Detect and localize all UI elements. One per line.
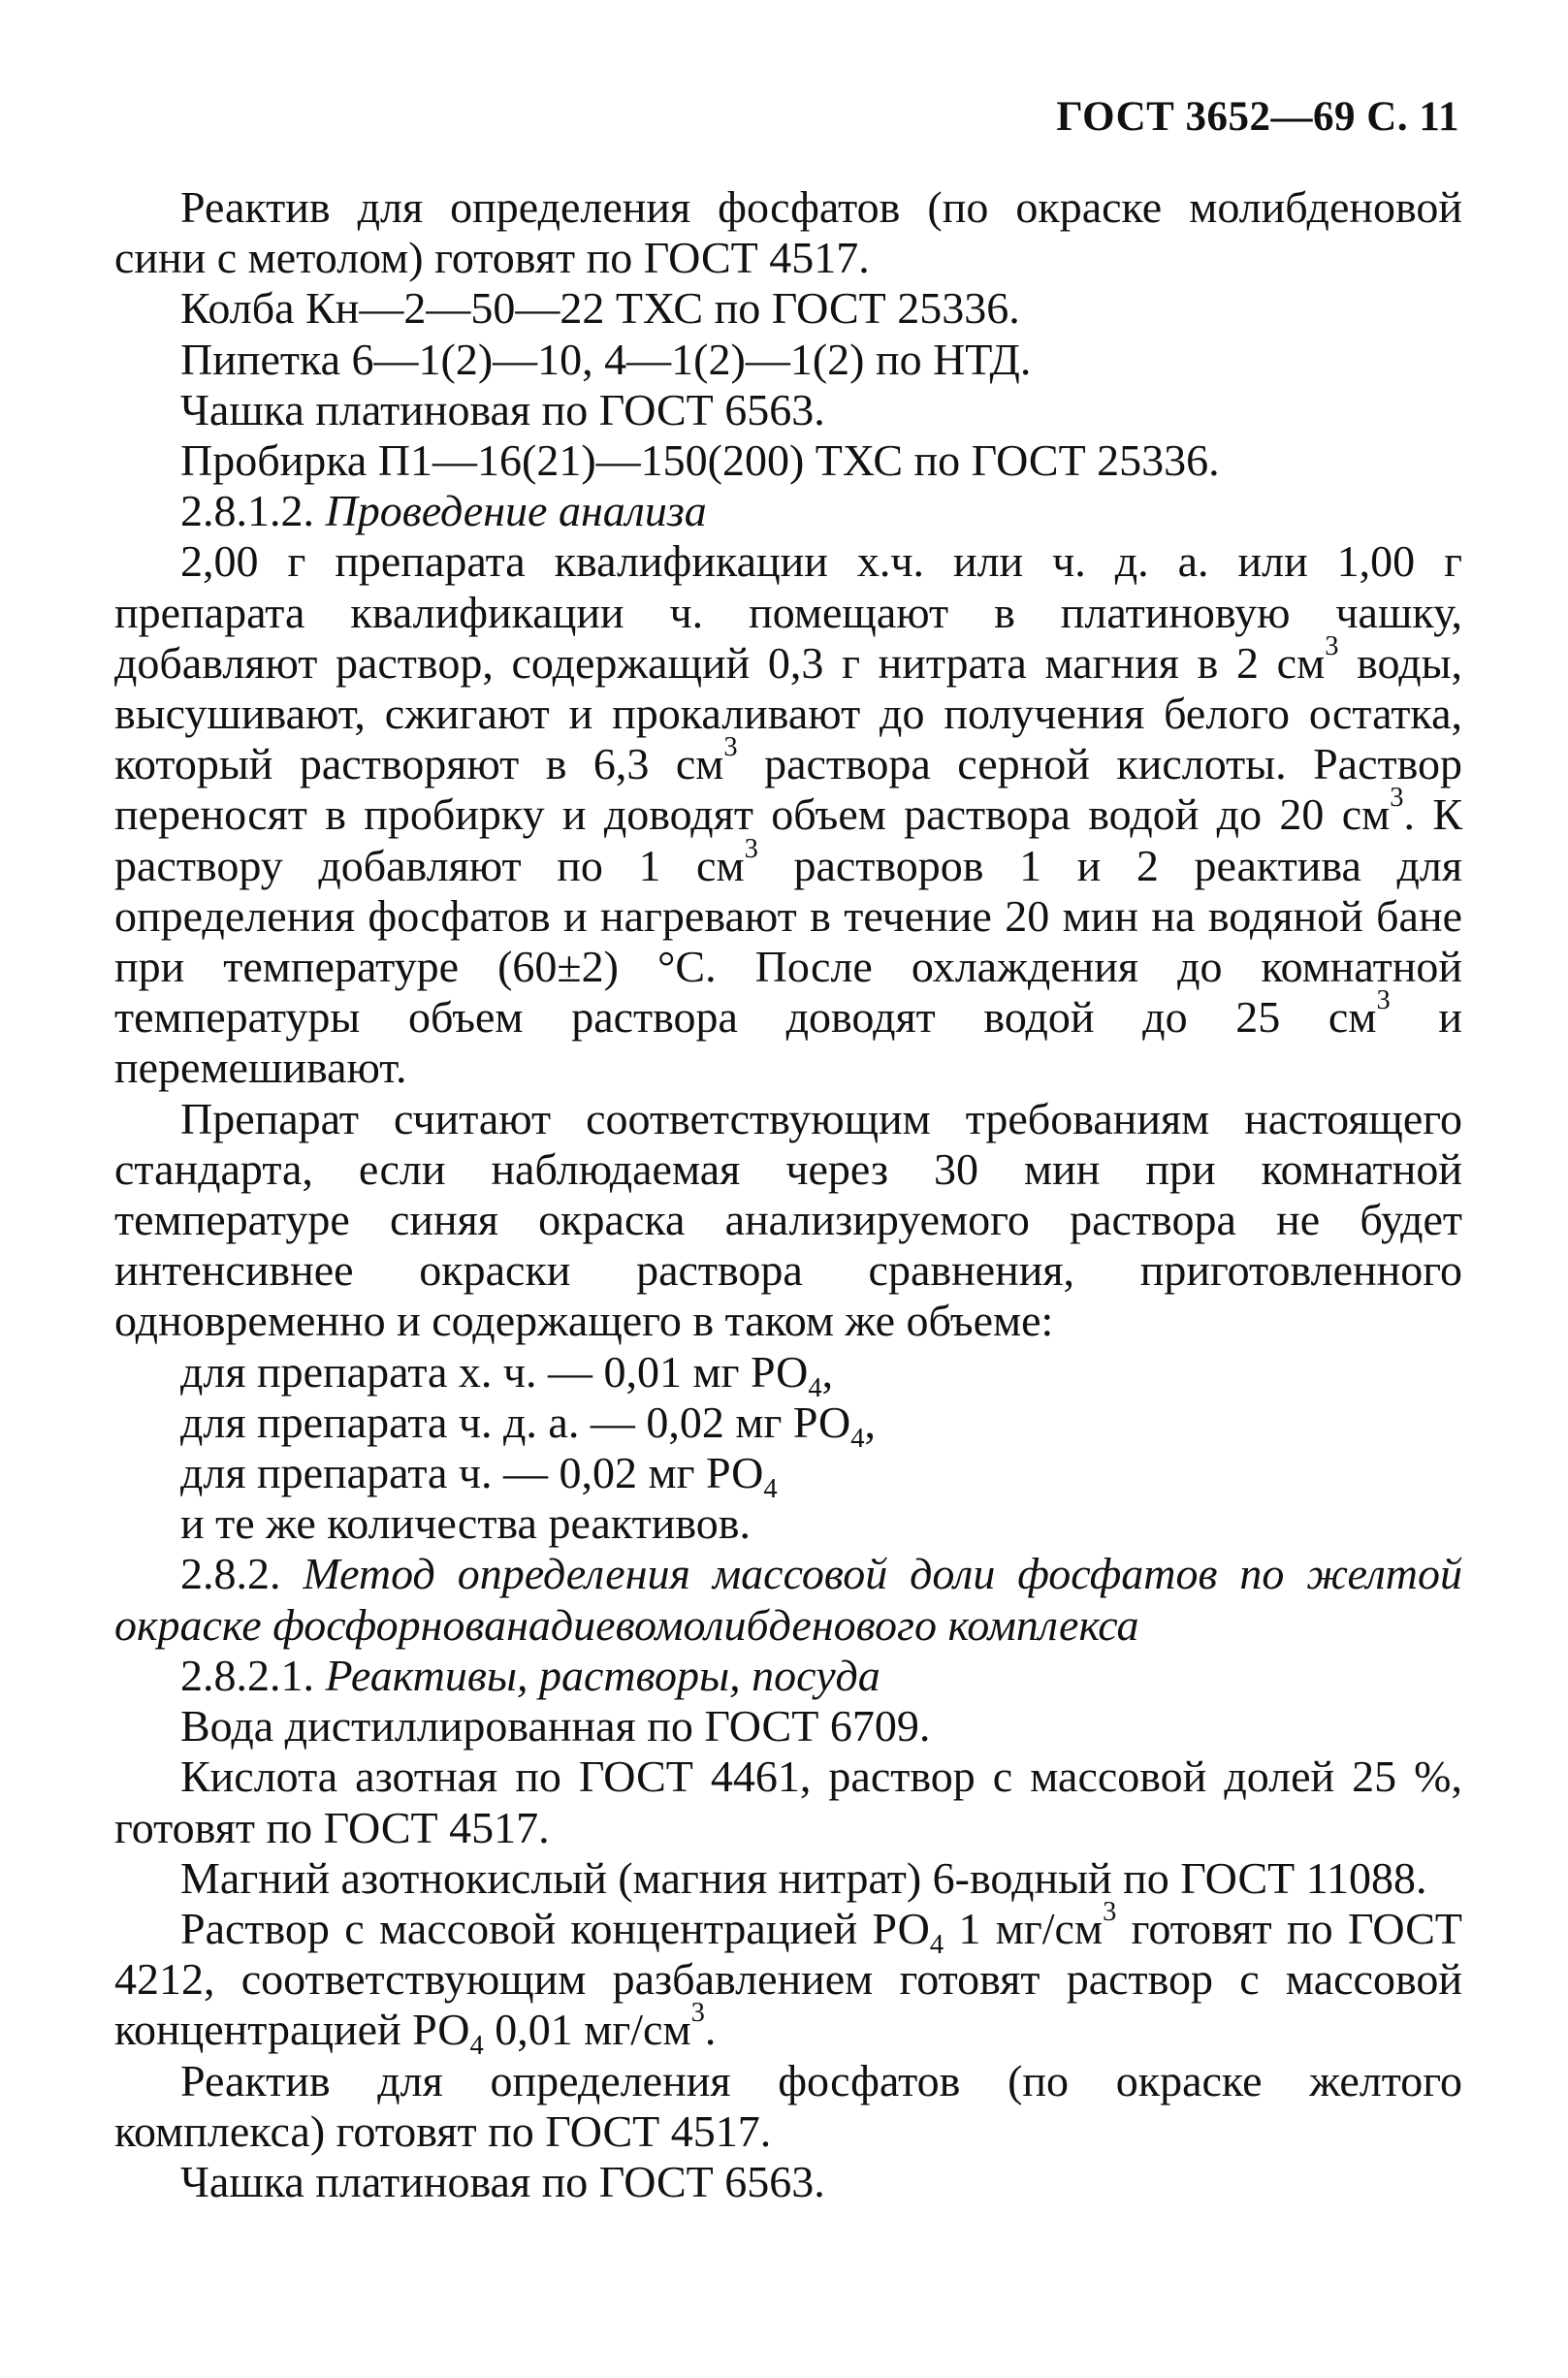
superscript: 3 xyxy=(690,1998,705,2029)
list-item-reagents: и те же количества реактивов. xyxy=(180,1498,751,1549)
list-item-analytical-grade: для препарата ч. д. а. — 0,02 мг $РО_4$, xyxy=(180,1397,876,1455)
paragraph-po4-solution: Раствор с массовой концентрацией $РО_4$ 1 $мг/см^3$ готовят по ГОСТ 4212, соответствующим разбавлением готовят раствор с массовой концентрацией $РО_4$ 0,01 $мг/см^3$. xyxy=(114,1896,1462,2062)
section-title: Метод определения массовой доли фосфатов по желтой окраске фосфорнованадиевомолибденового комплекса xyxy=(114,1549,1462,1650)
section-number: 2.8.2.1. xyxy=(180,1650,314,1700)
superscript: 3 xyxy=(744,833,758,864)
section-number: 2.8.2. xyxy=(180,1549,281,1599)
list-item-pure: для препарата ч. — 0,02 мг $РО_4$ xyxy=(180,1448,778,1505)
subscript: 4 xyxy=(850,1424,865,1455)
item-platinum-dish-2: Чашка платиновая по ГОСТ 6563. xyxy=(180,2156,825,2206)
paragraph-reagent-phosphates: Реактив для определения фосфатов (по окраске молибденовой сини с метолом) готовят по ГОСТ 4517. xyxy=(114,182,1462,283)
superscript: 3 xyxy=(1376,985,1391,1016)
subscript: 4 xyxy=(929,1930,944,1961)
paragraph-acceptance: Препарат считают соответствующим требованиям настоящего стандарта, если наблюдаемая через 30 мин при комнатной температуре синяя окраска анализируемого раствора не будет интенсивнее окраски раствора сравнения, приготовленного одновременно и содержащего в таком же объеме: xyxy=(114,1093,1462,1346)
subscript: 4 xyxy=(469,2031,484,2062)
item-platinum-dish: Чашка платиновая по ГОСТ 6563. xyxy=(180,384,825,434)
item-pipette: Пипетка 6—1(2)—10, 4—1(2)—1(2) по НТД. xyxy=(180,334,1032,384)
section-heading-282 xyxy=(114,1549,1462,1650)
paragraph-yellow-reagent: Реактив для определения фосфатов (по окраске желтого комплекса) готовят по ГОСТ 4517. xyxy=(114,2055,1462,2156)
item-magnesium-nitrate: Магний азотнокислый (магния нитрат) 6-водный по ГОСТ 11088. xyxy=(180,1852,1427,1903)
item-nitric-acid: Кислота азотная по ГОСТ 4461, раствор с массовой долей 25 %, готовят по ГОСТ 4517. xyxy=(114,1751,1462,1852)
item-flask: Колба Кн—2—50—22 ТХС по ГОСТ 25336. xyxy=(180,283,1020,334)
section-number: 2.8.1.2. xyxy=(180,486,314,536)
document-body xyxy=(114,182,1462,2207)
subscript: 4 xyxy=(763,1474,778,1505)
superscript: 3 xyxy=(723,732,738,762)
subscript: 4 xyxy=(808,1372,822,1403)
list-item-chemically-pure: для препарата х. ч. — 0,01 мг $РО_4$, xyxy=(180,1346,834,1403)
paragraph-analysis-procedure: 2,00 г препарата квалификации х.ч. или ч. д. а. или 1,00 г препарата квалификации ч. помещают в платиновую чашку, добавляют раствор, содержащий 0,3 г нитрата магния в 2 $см^3$ воды, высушивают, сжигают и прокаливают до получения белого остатка, который растворяют в 6,3 $см^3$ раствора серной кислоты. Раствор переносят в пробирку и доводят объем раствора водой до 20 $см^3$. К раствору добавляют по 1 $см^3$ растворов 1 и 2 реактива для определения фосфатов и нагревают в течение 20 мин на водяной бане при температуре (60±2) °С. После охлаждения до комнатной температуры объем раствора доводят водой до 25 $см^3$ и перемешивают. xyxy=(114,536,1463,1093)
section-title: Реактивы, растворы, посуда xyxy=(325,1650,880,1700)
section-title: Проведение анализа xyxy=(325,486,707,536)
item-distilled-water: Вода дистиллированная по ГОСТ 6709. xyxy=(180,1701,931,1751)
page-header: ГОСТ 3652—69 С. 11 xyxy=(1056,94,1459,140)
superscript: 3 xyxy=(1390,783,1404,814)
section-heading-2821 xyxy=(114,1651,1462,1701)
superscript: 3 xyxy=(1103,1896,1117,1927)
section-heading-2812 xyxy=(114,486,1462,536)
superscript: 3 xyxy=(1325,630,1339,661)
item-test-tube: Пробирка П1—16(21)—150(200) ТХС по ГОСТ 25336. xyxy=(180,435,1220,486)
